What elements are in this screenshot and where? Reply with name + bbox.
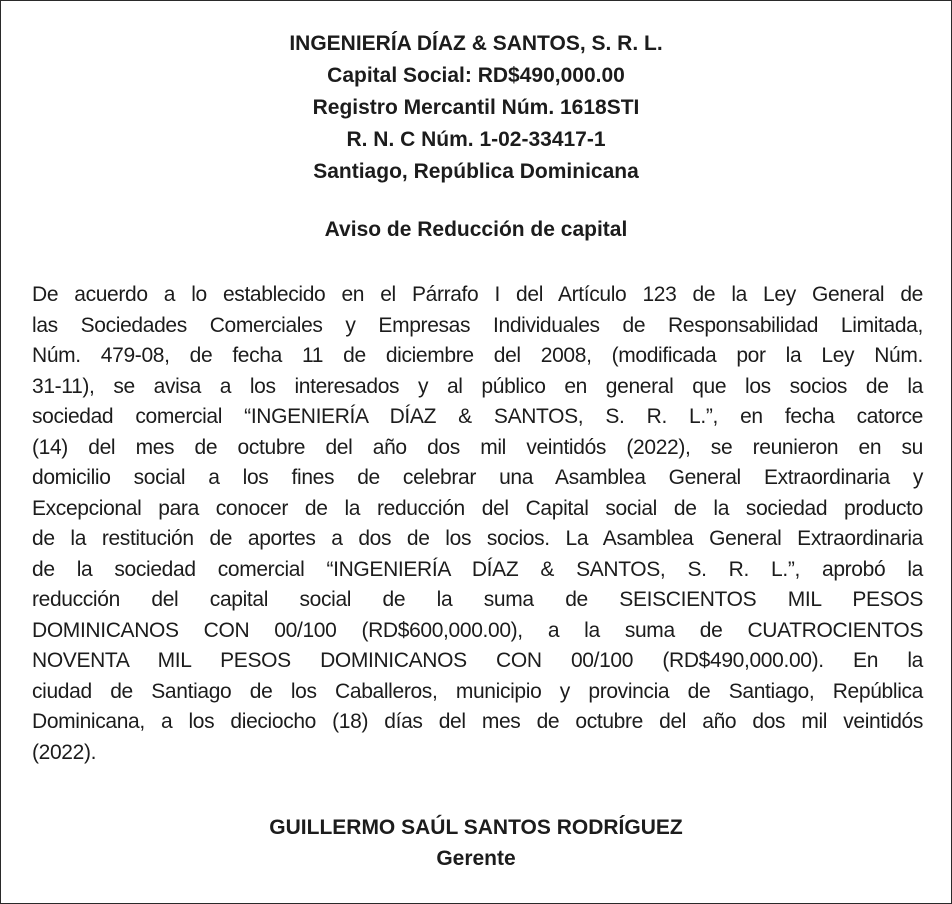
body-line: de la sociedad comercial “INGENIERÍA DÍAZ & SANTOS, S. R. L.”, aprobó la [32, 557, 923, 581]
body-line: reducción del capital social de la suma de SEISCIENTOS MIL PESOS [32, 588, 923, 611]
body-line: (14) del mes de octubre del año dos mil veintidós (2022), se reunieron en su [32, 435, 923, 459]
location-line: Santiago, República Dominicana [313, 160, 639, 183]
rnc-line: R. N. C Núm. 1-02-33417-1 [346, 128, 606, 151]
company-name: INGENIERÍA DÍAZ & SANTOS, S. R. L. [289, 32, 663, 55]
signature-block [1, 812, 951, 874]
notice-title: Aviso de Reducción de capital [324, 218, 628, 241]
body-line: Núm. 479-08, de fecha 11 de diciembre del 2008, (modificada por la Ley Núm. [32, 344, 923, 367]
body-line: De acuerdo a lo establecido en el Párrafo I del Artículo 123 de la Ley General de [32, 283, 923, 306]
body-line: las Sociedades Comerciales y Empresas Individuales de Responsabilidad Limitada, [32, 313, 923, 337]
registry-line: Registro Mercantil Núm. 1618STI [312, 96, 640, 119]
capital-line: Capital Social: RD$490,000.00 [327, 64, 625, 87]
company-header [1, 28, 951, 188]
body-line: NOVENTA MIL PESOS DOMINICANOS CON 00/100 (RD$490,000.00). En la [32, 649, 923, 672]
body-line: DOMINICANOS CON 00/100 (RD$600,000.00), a la suma de CUATROCIENTOS [32, 618, 923, 642]
body-line: Excepcional para conocer de la reducción del Capital social de la sociedad producto [32, 496, 923, 520]
body-line: de la restitución de aportes a dos de los socios. La Asamblea General Extraordinaria [32, 527, 923, 550]
notice-body [32, 280, 923, 768]
signer-role: Gerente [436, 847, 516, 870]
body-line: 31-11), se avisa a los interesados y al público en general que los socios de la [32, 374, 923, 398]
body-line: domicilio social a los fines de celebrar una Asamblea General Extraordinaria y [32, 466, 923, 489]
signer-name: GUILLERMO SAÚL SANTOS RODRÍGUEZ [269, 816, 683, 839]
body-line: ciudad de Santiago de los Caballeros, municipio y provincia de Santiago, República [32, 679, 923, 703]
body-line: sociedad comercial “INGENIERÍA DÍAZ & SANTOS, S. R. L.”, en fecha catorce [32, 405, 923, 428]
body-line: (2022). [32, 740, 97, 764]
body-line: Dominicana, a los dieciocho (18) días del mes de octubre del año dos mil veintidós [32, 710, 923, 733]
